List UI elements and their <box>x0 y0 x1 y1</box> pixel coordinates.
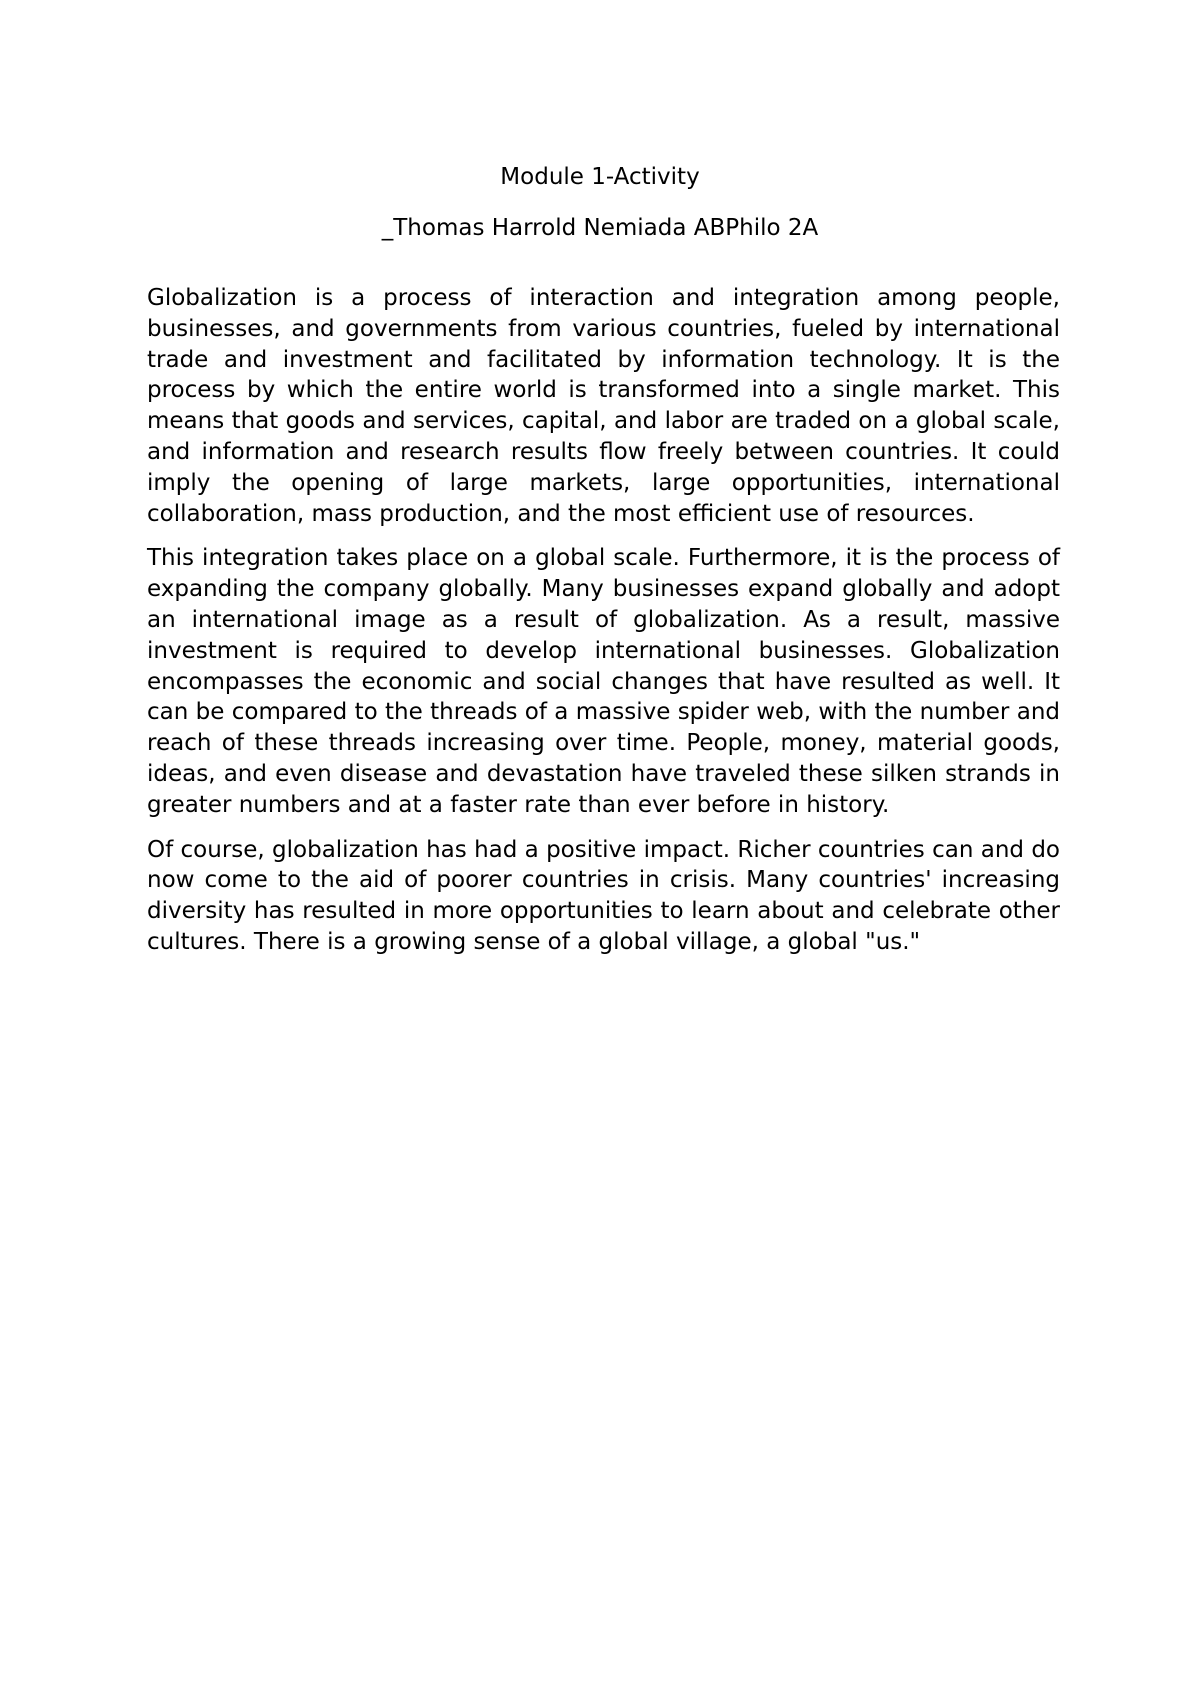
author-line: _Thomas Harrold Nemiada ABPhilo 2A <box>381 215 819 241</box>
paragraph-3: Of course, globalization has had a positive impact. Richer countries can and do now come to the aid of poorer countries in crisis. Many countries' increasing diversity has resulted in more opportunities to learn about and celebrate other cultures. There is a growing sense of a global village, a global "us." <box>147 836 1060 955</box>
document-title: Module 1-Activity <box>500 164 700 190</box>
paragraph-1: Globalization is a process of interaction and integration among people, businesses, and governments from various countries, fueled by international trade and investment and facilitated by information technology. It is the process by which the entire world is transformed into a single market. This means that goods and services, capital, and labor are traded on a global scale, and information and research results flow freely between countries. It could imply the opening of large markets, large opportunities, international collaboration, mass production, and the most efficient use of resources. <box>147 285 1060 527</box>
document-body <box>147 283 1060 972</box>
paragraph-2: This integration takes place on a global scale. Furthermore, it is the process of expanding the company globally. Many businesses expand globally and adopt an international image as a result of globalization. As a result, massive investment is required to develop international businesses. Globalization encompasses the economic and social changes that have resulted as well. It can be compared to the threads of a massive spider web, with the number and reach of these threads increasing over time. People, money, material goods, ideas, and even disease and devastation have traveled these silken strands in greater numbers and at a faster rate than ever before in history. <box>147 545 1060 818</box>
